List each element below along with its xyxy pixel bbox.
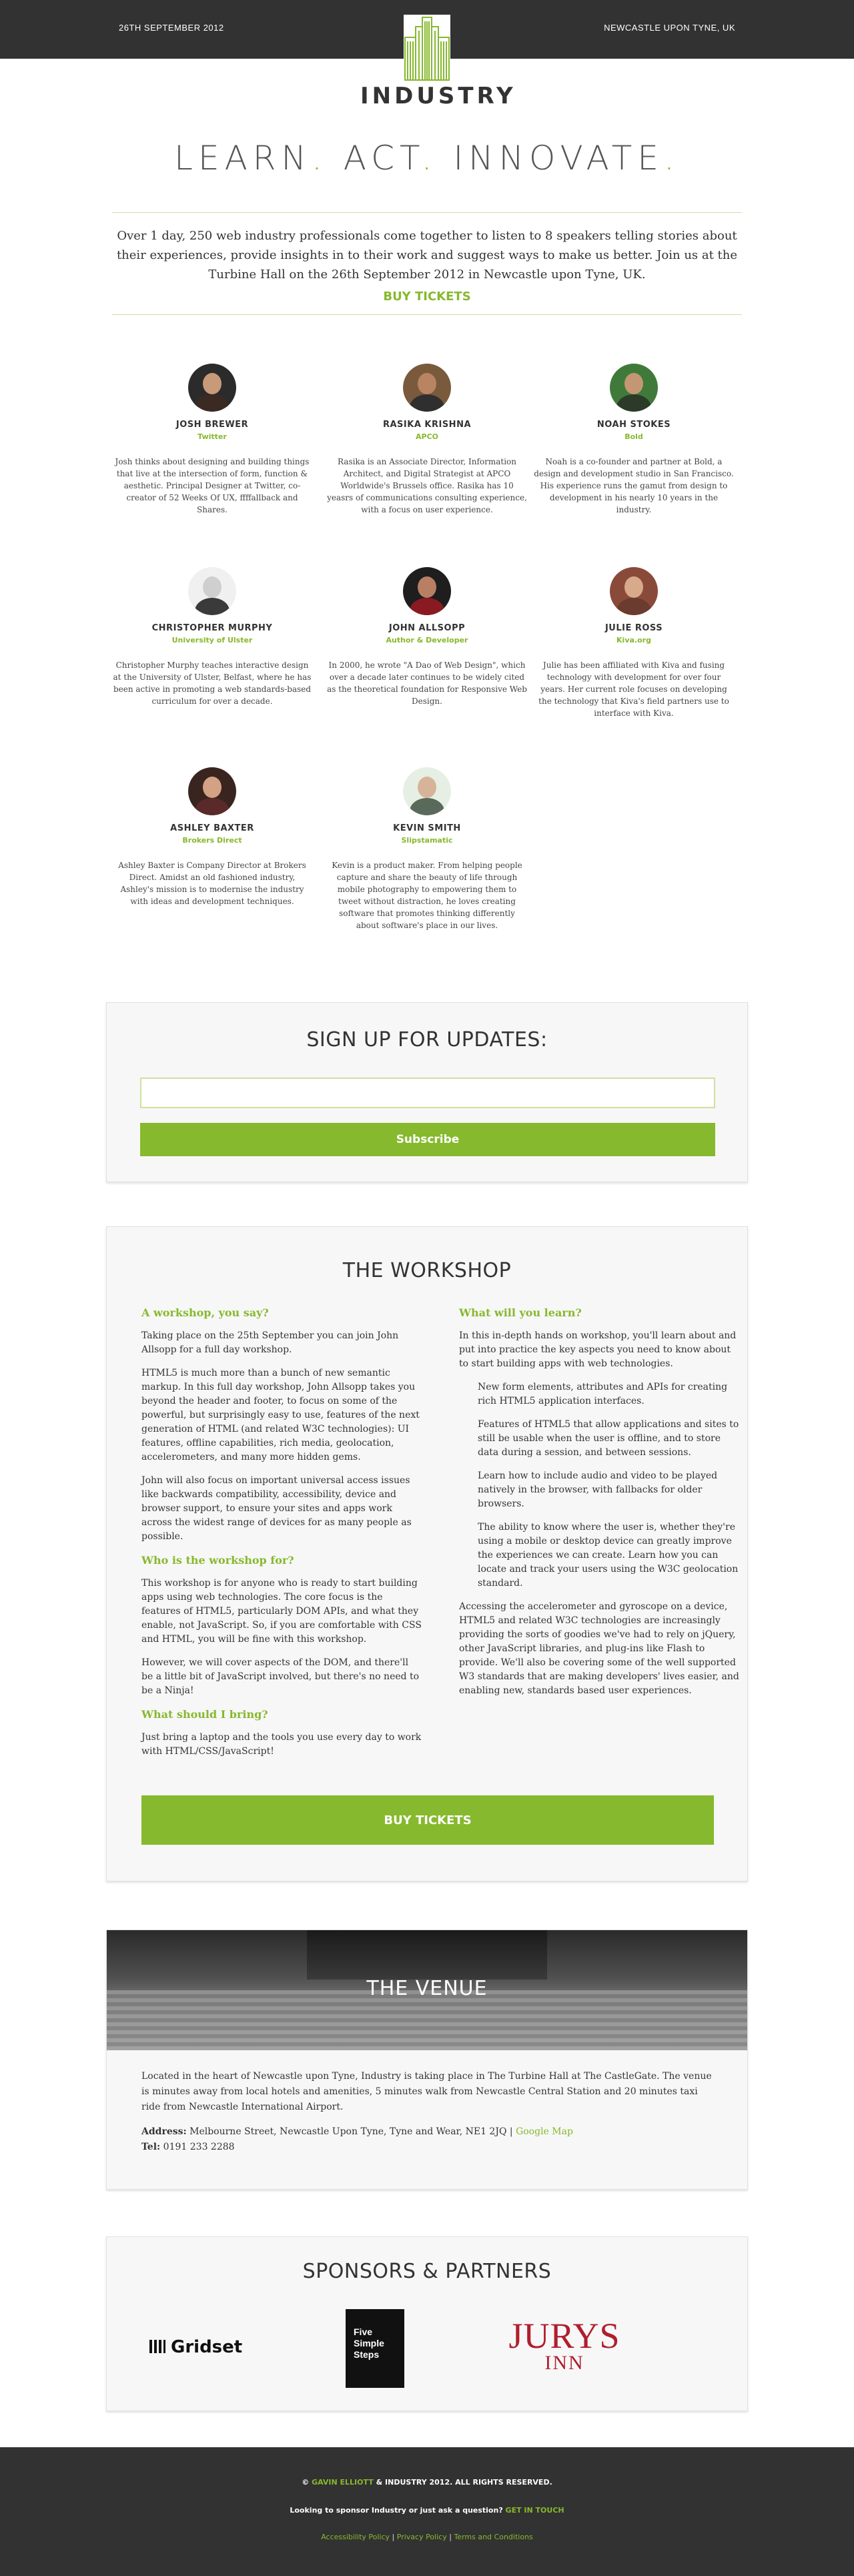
avatar-face <box>203 777 222 798</box>
speaker-bio: Ashley Baxter is Company Director at Brokers Direct. Amidst an old fashioned industry, Ashley's mission is to modernise the industry with ideas and development techniques. <box>118 861 306 906</box>
jurys-wordmark: JURYS <box>508 2316 620 2356</box>
workshop-heading: Who is the workshop for? <box>141 1554 294 1567</box>
venue-description: Located in the heart of Newcastle upon Tyne, Industry is taking place in The Turbine Hall at The CastleGate. The venue is minutes away from local hotels and amenities, 5 minutes walk from Newcastle Central Station and 20 minutes taxi ride from Newcastle International Airport. <box>141 2071 712 2112</box>
learning-list <box>459 1380 739 1591</box>
venue-banner-image <box>107 1930 747 2050</box>
sponsors-card <box>106 2236 748 2411</box>
tel-number: 0191 233 2288 <box>163 2142 235 2152</box>
avatar-face <box>418 373 436 394</box>
tagline-dot: . <box>311 139 328 177</box>
speaker-card <box>327 567 527 707</box>
speaker-card <box>112 364 312 516</box>
link-separator: | <box>392 2533 395 2541</box>
workshop-heading: A workshop, you say? <box>141 1306 269 1319</box>
speaker-bio: Josh thinks about designing and building things that live at the intersection of form, function & aesthetic. Principal Designer at Twitter, co-creator of 52 Weeks Of UX, ffffallback and Shares. <box>115 457 310 514</box>
avatar-face <box>418 576 436 598</box>
factory-icon <box>404 15 450 81</box>
copyright-symbol: © <box>302 2478 310 2487</box>
workshop-paragraph: However, we will cover aspects of the DOM, and there'll be a little bit of JavaScript involved, but there's no need to be a Ninja! <box>141 1657 420 1696</box>
tel-label: Tel: <box>141 2142 161 2152</box>
speaker-bio: Christopher Murphy teaches interactive design at the University of Ulster, Belfast, where he has been active in promoting a web standards-based curriculum for over a decade. <box>113 661 312 706</box>
avatar-face <box>418 777 436 798</box>
speaker-name: CHRISTOPHER MURPHY <box>151 623 273 633</box>
sponsor-text: Looking to sponsor Industry or just ask a question? <box>290 2506 503 2515</box>
terms-link[interactable]: Terms and Conditions <box>454 2533 533 2541</box>
avatar[interactable] <box>610 364 658 412</box>
gridset-bars-icon <box>149 2340 165 2353</box>
speaker-card <box>112 767 312 907</box>
avatar-body <box>410 598 444 615</box>
avatar[interactable] <box>610 567 658 615</box>
workshop-paragraph: John will also focus on important universal access issues like backwards compatibility, accessibility, device and browser support, to ensure your sites and apps work across the widest range of devices for as many people as possible. <box>141 1475 412 1542</box>
speaker-company[interactable]: Author & Developer <box>386 636 468 645</box>
workshop-paragraph: In this in-depth hands on workshop, you'll learn about and put into practice the key aspects you need to know about to start building apps with web technologies. <box>459 1330 737 1369</box>
speaker-name: NOAH STOKES <box>596 420 671 430</box>
intro-text: Over 1 day, 250 web industry professionals come together to listen to 8 speakers telling stories about their experiences, provide insights in to their work and suggest ways to make us better. Join us at the Turbine Hall on the 26th September 2012 in Newcastle upon Tyne, UK. <box>116 229 738 282</box>
speaker-name: ASHLEY BAXTER <box>170 823 254 833</box>
tagline-word-learn: LEARN <box>174 139 312 177</box>
address-label: Address: <box>141 2126 187 2137</box>
speaker-company[interactable]: Slipstamatic <box>401 836 453 845</box>
privacy-policy-link[interactable]: Privacy Policy <box>396 2533 447 2541</box>
copyright <box>0 2478 854 2487</box>
avatar[interactable] <box>403 364 451 412</box>
author-link[interactable]: GAVIN ELLIOTT <box>312 2478 374 2487</box>
avatar-body <box>410 798 444 815</box>
fss-line: Steps <box>354 2349 380 2360</box>
speaker-company[interactable]: APCO <box>416 432 438 441</box>
speaker-name: RASIKA KRISHNA <box>382 420 472 430</box>
google-map-link[interactable]: Google Map <box>516 2126 573 2137</box>
tagline <box>0 139 854 177</box>
tagline-word-act: ACT <box>343 139 422 177</box>
speaker-card <box>327 364 527 516</box>
avatar-face <box>624 373 643 394</box>
subscribe-button[interactable]: Subscribe <box>140 1123 715 1156</box>
get-in-touch-link[interactable]: GET IN TOUCH <box>505 2506 564 2515</box>
workshop-title: THE WORKSHOP <box>342 1259 512 1282</box>
workshop-paragraph: Taking place on the 25th September you can join John Allsopp for a full day workshop. <box>141 1330 399 1355</box>
avatar-body <box>616 598 651 615</box>
workshop-heading: What should I bring? <box>141 1708 268 1721</box>
sponsors-title: SPONSORS & PARTNERS <box>302 2260 552 2283</box>
list-item: Learn how to include audio and video to be played natively in the browser, with fallbacks for older browsers. <box>478 1470 718 1509</box>
jurys-inn-logo[interactable] <box>504 2318 624 2373</box>
speaker-bio: Noah is a co-founder and partner at Bold, a design and development studio in San Francisco. His experience runs the gamut from design to development in his nearly 10 years in the industry. <box>534 457 734 514</box>
inn-wordmark: INN <box>544 2352 584 2374</box>
speaker-card <box>534 364 734 516</box>
venue-card <box>106 1929 748 2190</box>
fss-line: Five <box>354 2326 373 2337</box>
gridset-logo[interactable] <box>149 2337 242 2357</box>
avatar-body <box>195 798 230 815</box>
workshop-paragraph: HTML5 is much more than a bunch of new semantic markup. In this full day workshop, John Allsopp takes you beyond the header and footer, to focus on some of the powerful, but surprisingly easy to use, features of the next generation of HTML (and related W3C technologies): UI features, offline capabilities, rich media, geolocation, accelerometers, and many more hidden gems. <box>141 1368 420 1462</box>
avatar[interactable] <box>188 767 236 815</box>
speaker-name: JOSH BREWER <box>175 420 249 430</box>
venue-address <box>141 2124 713 2140</box>
logo-wordmark: INDUSTRY <box>360 83 516 109</box>
list-item: The ability to know where the user is, whether they're using a mobile or desktop device can greatly improve the experiences we can create. Learn how you can locate and track your users using the W3C geolocation standard. <box>478 1522 739 1589</box>
speaker-bio: Rasika is an Associate Director, Information Architect, and Digital Strategist at APCO Worldwide's Brussels office. Rasika has 10 yeasrs of communications consulting experience, with a focus on user experience. <box>327 457 527 514</box>
speaker-bio: In 2000, he wrote "A Dao of Web Design", which over a decade later continues to be widely cited as the theoretical foundation for Responsive Web Design. <box>327 661 527 706</box>
workshop-paragraph: Accessing the accelerometer and gyroscope on a device, HTML5 and related W3C technologies are increasingly providing the sorts of goodies we've had to rely on jQuery, other JavaScript libraries, and plug-ins like Flash to provide. We'll also be covering some of the well supported W3 standards that are making developers' lives easier, and enabling new, standards based user experiences. <box>459 1601 739 1696</box>
speaker-name: KEVIN SMITH <box>393 823 461 833</box>
signup-title: SIGN UP FOR UPDATES: <box>306 1028 548 1051</box>
copyright-text: & INDUSTRY 2012. ALL RIGHTS RESERVED. <box>376 2478 552 2487</box>
accessibility-policy-link[interactable]: Accessibility Policy <box>321 2533 390 2541</box>
speaker-company[interactable]: Kiva.org <box>616 636 651 645</box>
venue-stage <box>307 1930 547 1980</box>
five-simple-steps-logo[interactable] <box>346 2309 404 2388</box>
link-separator: | <box>449 2533 452 2541</box>
workshop-left-column <box>141 1306 422 1768</box>
tagline-dot: . <box>663 139 680 177</box>
avatar[interactable] <box>403 567 451 615</box>
speaker-company[interactable]: University of Ulster <box>171 636 253 645</box>
intro-section <box>112 212 742 315</box>
avatar[interactable] <box>188 567 236 615</box>
workshop-right-column <box>459 1306 739 1707</box>
avatar-body <box>195 598 230 615</box>
avatar-face <box>203 373 222 394</box>
list-item: New form elements, attributes and APIs for creating rich HTML5 application interfaces. <box>478 1382 728 1406</box>
footer <box>0 2447 854 2576</box>
sponsor-prompt <box>0 2506 854 2515</box>
event-location: NEWCASTLE UPON TYNE, UK <box>604 23 735 33</box>
venue-title: THE VENUE <box>366 1977 488 2000</box>
avatar-body <box>195 394 230 412</box>
workshop-card <box>106 1226 748 1881</box>
workshop-paragraph: This workshop is for anyone who is ready to start building apps using web technologies. The core focus is the features of HTML5, particularly DOM APIs, and what they enable, not JavaScript. So, if you are comfortable with CSS and HTML, you will be fine with this workshop. <box>141 1578 422 1645</box>
footer-links <box>0 2533 854 2541</box>
avatar[interactable] <box>188 364 236 412</box>
speaker-bio: Julie has been affiliated with Kiva and fusing technology with development for over four years. Her current role focuses on developing the technology that Kiva's field partners use to interface with Kiva. <box>538 661 729 718</box>
speaker-card <box>327 767 527 931</box>
avatar-face <box>203 576 222 598</box>
industry-logo[interactable] <box>360 15 516 109</box>
speaker-card <box>534 567 734 719</box>
avatar[interactable] <box>403 767 451 815</box>
speaker-company[interactable]: Twitter <box>197 432 227 441</box>
signup-card <box>106 1002 748 1182</box>
venue-phone <box>141 2140 713 2155</box>
tagline-dot: . <box>421 139 438 177</box>
speaker-card <box>112 567 312 707</box>
workshop-heading: What will you learn? <box>459 1306 582 1319</box>
event-date: 26TH SEPTEMBER 2012 <box>119 23 224 33</box>
speaker-bio: Kevin is a product maker. From helping people capture and share the beauty of life through mobile photography to empowering them to tweet without distraction, he loves creating software that promotes thinking differently about software's place in our lives. <box>332 861 522 930</box>
speaker-name: JOHN ALLSOPP <box>388 623 466 633</box>
avatar-face <box>624 576 643 598</box>
speaker-name: JULIE ROSS <box>604 623 663 633</box>
speaker-company[interactable]: Bold <box>624 432 643 441</box>
speaker-company[interactable]: Brokers Direct <box>182 836 242 845</box>
list-item: Features of HTML5 that allow applications and sites to still be usable when the user is offline, and to store data during a session, and between sessions. <box>478 1419 739 1458</box>
gridset-wordmark: Gridset <box>171 2337 243 2357</box>
venue-details <box>107 2050 747 2155</box>
email-field[interactable] <box>140 1078 715 1108</box>
address-text: Melbourne Street, Newcastle Upon Tyne, Tyne and Wear, NE1 2JQ | <box>189 2126 513 2137</box>
buy-tickets-button[interactable]: BUY TICKETS <box>141 1795 714 1845</box>
avatar-body <box>616 394 651 412</box>
workshop-paragraph: Just bring a laptop and the tools you use every day to work with HTML/CSS/JavaScript! <box>141 1732 422 1757</box>
tagline-word-innovate: INNOVATE <box>453 139 664 177</box>
avatar-body <box>410 394 444 412</box>
buy-tickets-link[interactable]: BUY TICKETS <box>383 290 471 304</box>
fss-line: Simple <box>354 2338 384 2348</box>
